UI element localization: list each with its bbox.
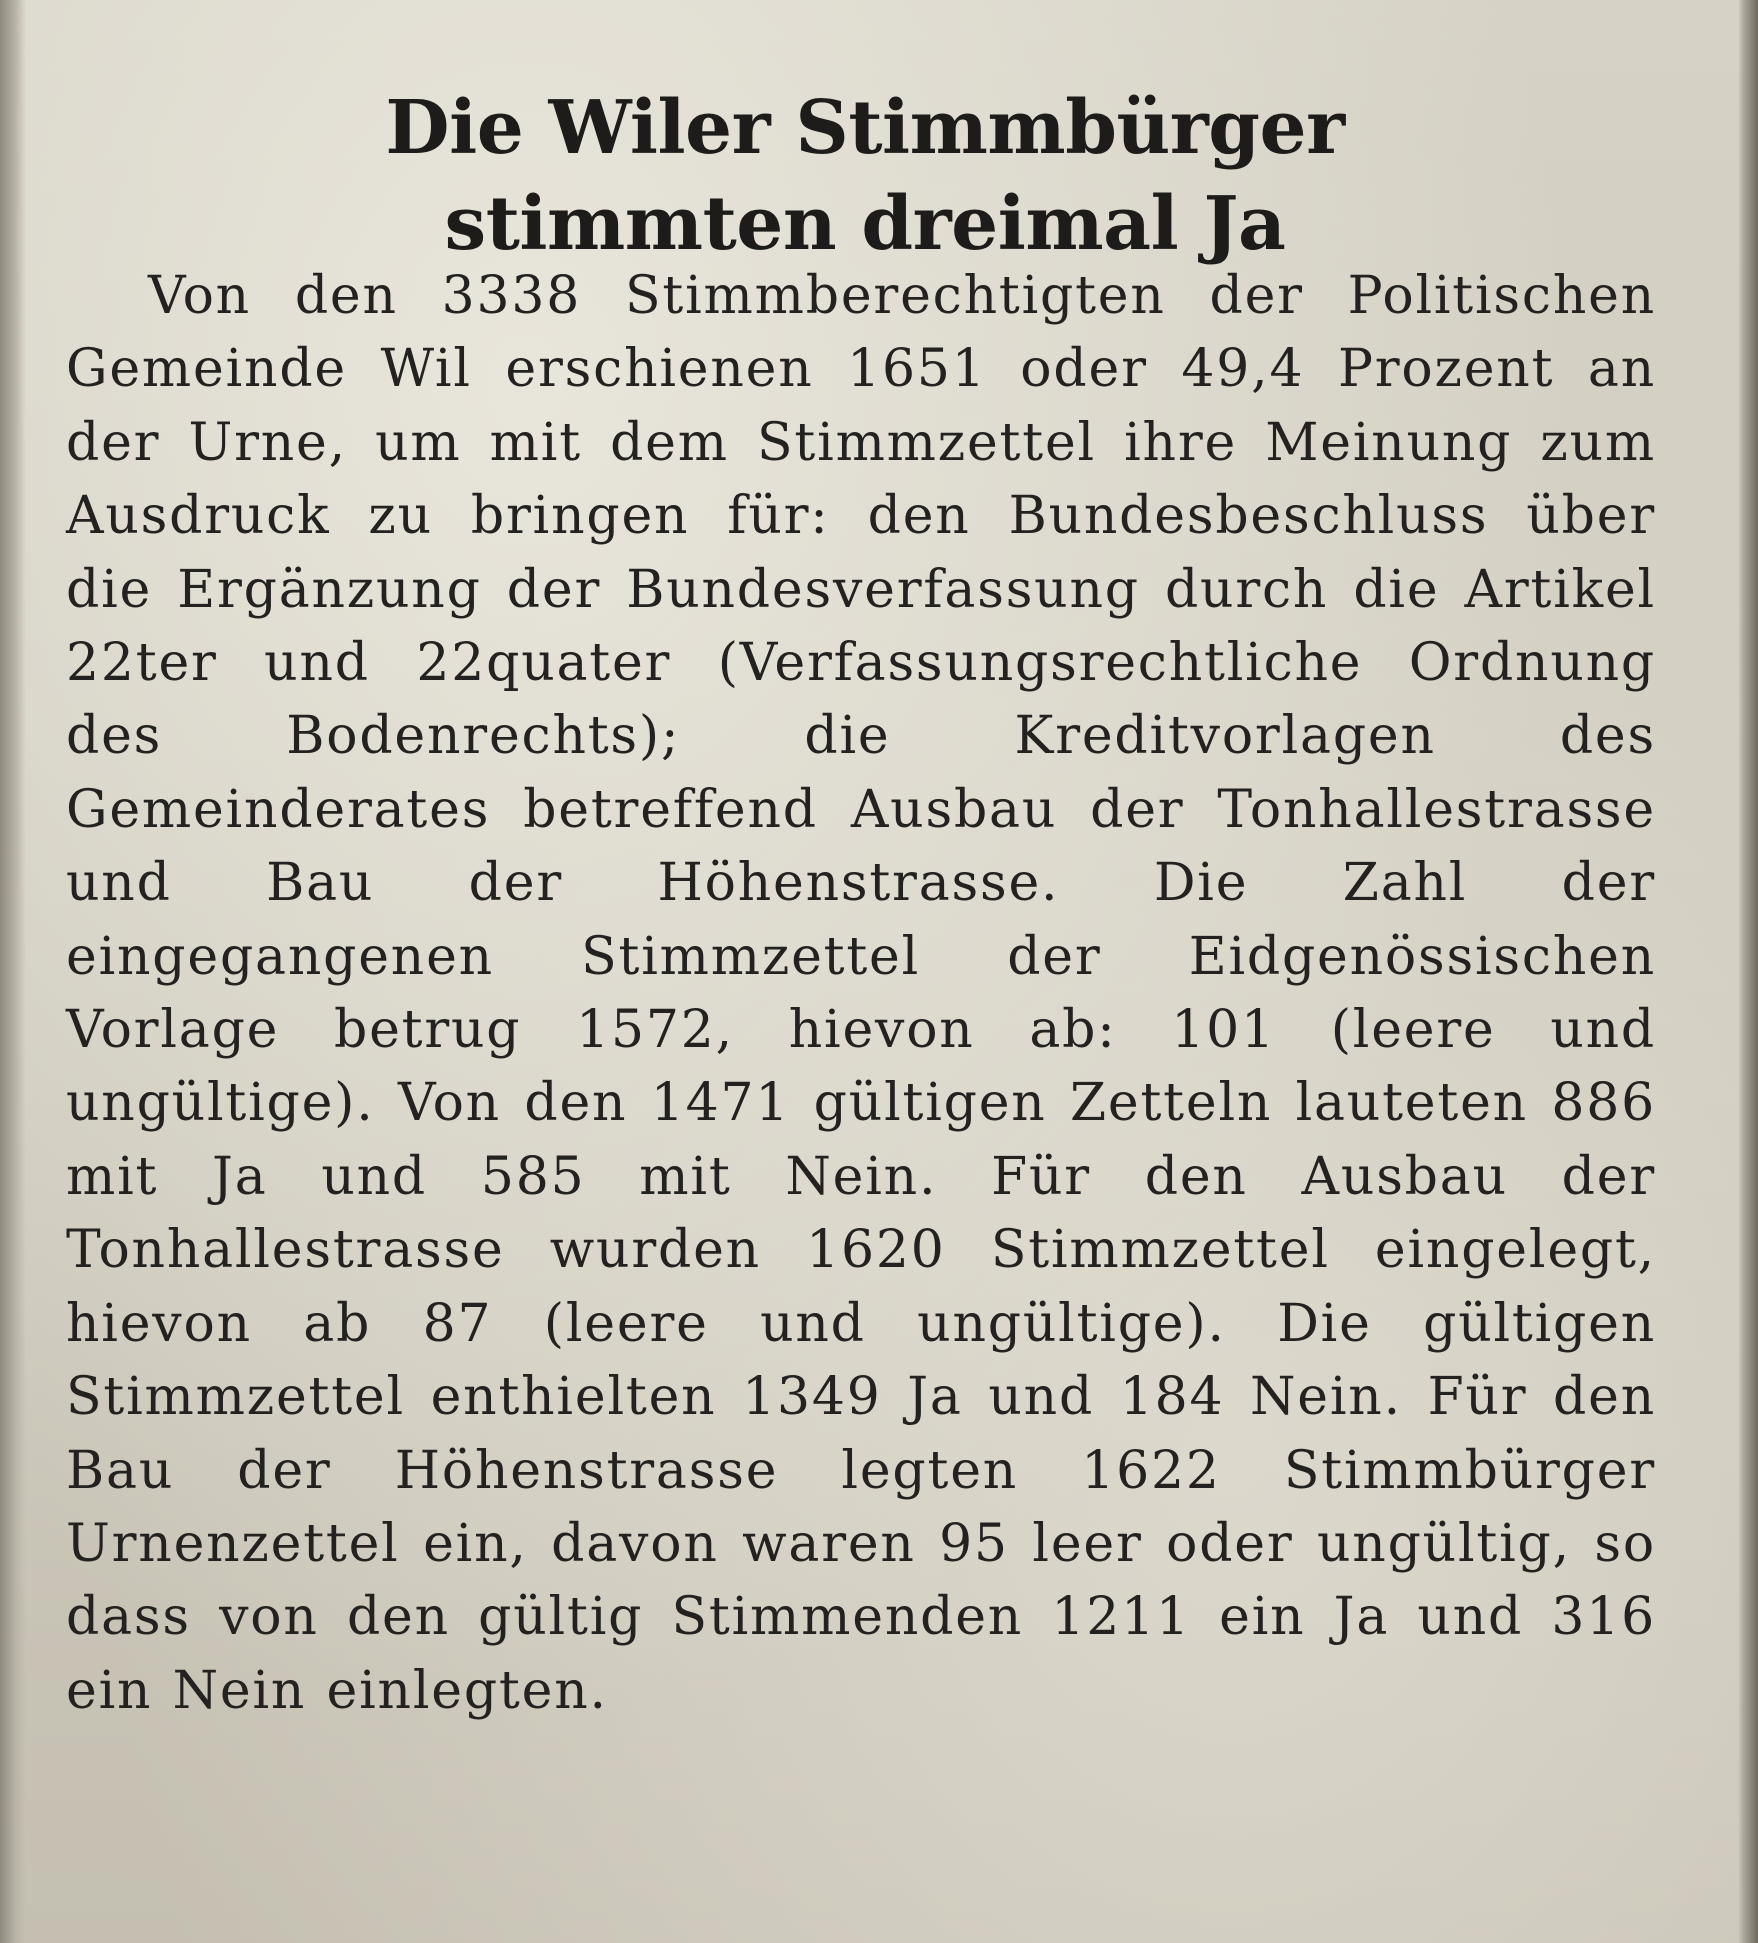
headline-line-1: Die Wiler Stimmbürger [385, 84, 1345, 171]
article-paragraph: Von den 3338 Stimmberechtigten der Politischen Gemeinde Wil erschienen 1651 oder 49,4 Prozent an der Urne, um mit dem Stimmzettel ihre Meinung zum Ausdruck zu bringen für: den Bundesbeschluss über die Ergänzung der Bundesverfassung durch die Artikel 22ter und 22quater (Verfassungsrechtliche Ordnung des Bodenrechts); die Kreditvorlagen des Gemeinderates betreffend Ausbau der Tonhallestrasse und Bau der Höhenstrasse. Die Zahl der eingegangenen Stimmzettel der Eidgenössischen Vorlage betrug 1572, hievon ab: 101 (leere und ungültige). Von den 1471 gültigen Zetteln lauteten 886 mit Ja und 585 mit Nein. Für den Ausbau der Tonhallestrasse wurden 1620 Stimmzettel eingelegt, hievon ab 87 (leere und ungültige). Die gültigen Stimmzettel enthielten 1349 Ja und 184 Nein. Für den Bau der Höhenstrasse legten 1622 Stimmbürger Urnenzettel ein, davon waren 95 leer oder ungültig, so dass von den gültig Stimmenden 1211 ein Ja und 316 ein Nein einlegten. [66, 266, 1656, 1721]
headline-line-2: stimmten dreimal Ja [444, 180, 1286, 267]
article-headline [0, 80, 1730, 272]
paper-right-edge-shadow [1738, 0, 1758, 1943]
paper-left-edge-shadow [0, 0, 26, 1943]
article-body [66, 260, 1656, 1728]
